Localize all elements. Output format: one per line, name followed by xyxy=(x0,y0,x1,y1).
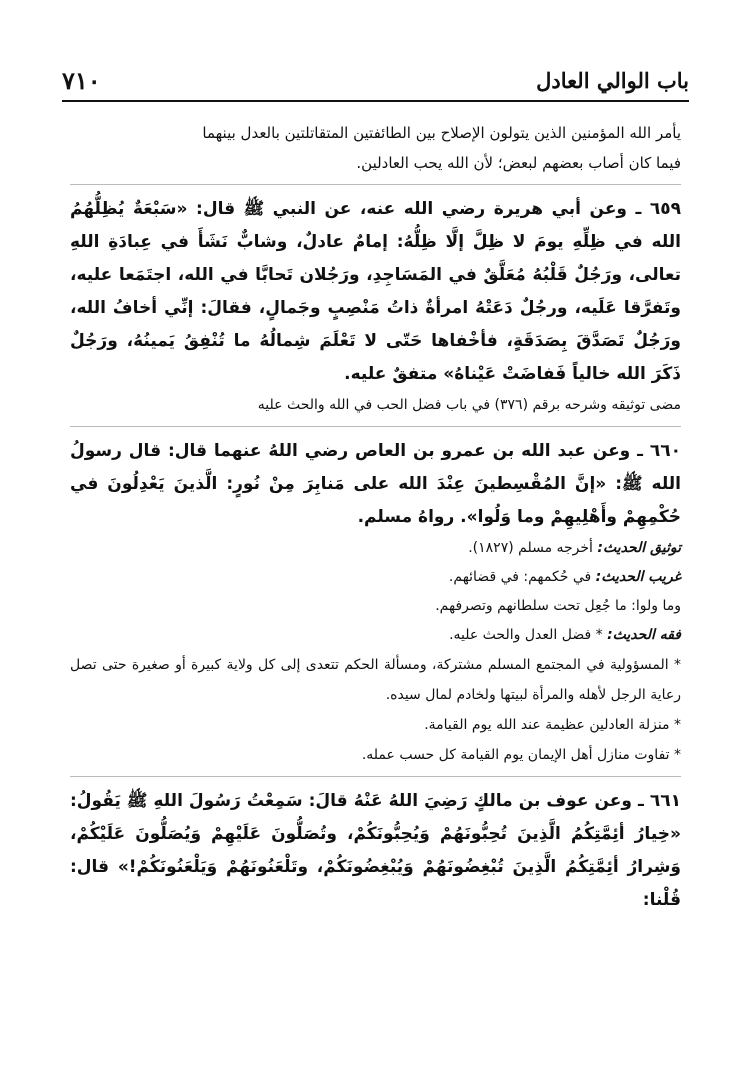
fiqh-text: * فضل العدل والحث عليه. xyxy=(449,627,603,643)
gharib-text: في حُكمهم: في قضائهم. xyxy=(448,569,592,585)
fiqh-bullet-1: * المسؤولية في المجتمع المسلم مشتركة، ومسألة الحكم تتعدى إلى كل ولاية كبيرة أو صغيرة حتى تصل رعاية الرجل لأهله والمرأة لبيتها ولخادم لمال سيده. xyxy=(70,657,681,703)
fiqh-bullet-2: * منزلة العادلين عظيمة عند الله يوم القيامة. xyxy=(424,717,681,733)
hadith-660: ٦٦٠ ـ وعن عبد الله بن عمرو بن العاص رضي اللهُ عنهما قال: قال رسولُ الله ﷺ: «إنَّ المُقْسِطينَ عِنْدَ الله على مَنابِرَ مِنْ نُورٍ: الَّذينَ يَعْدِلُونَ في حُكْمِهِمْ وأَهْلِيهِمْ وما وَلُوا». رواهُ مسلم. xyxy=(70,441,681,527)
hadith-659: ٦٥٩ ـ وعن أبي هريرة رضي الله عنه، عن النبي ﷺ قال: «سَبْعَةٌ يُظِلُّهُمُ الله في ظِلِّهِ يومَ لا ظِلَّ إلَّا ظِلُّهُ: إمامٌ عادلٌ، وشابٌّ نَشَأَ في عِبادَةِ اللهِ تعالى، ورَجُلٌ قَلْبُهُ مُعَلَّقٌ في المَسَاجِدِ، ورَجُلان تَحابَّا في الله، اجتَمَعا عليه، وتَفرَّقا عَلَيه، ورجُلٌ دَعَتْهُ امرأةٌ ذاتُ مَنْصِبٍ وجَمالٍ، فقالَ: إنِّي أخافُ الله، ورَجُلٌ تَصَدَّقَ بِصَدَقَةٍ، فأخْفاها حَتّى لا تَعْلَمَ شِمالُهُ ما تُنْفِقُ يَمينُهُ، ورَجُلٌ ذَكَرَ الله خالياً فَفاضَتْ عَيْناهُ» متفقٌ عليه. xyxy=(70,199,681,384)
fiqh-line xyxy=(70,621,681,650)
page-body xyxy=(70,118,681,917)
divider xyxy=(70,184,681,185)
tawthiq-line xyxy=(70,534,681,563)
divider xyxy=(70,426,681,427)
hadith-659-note: مضى توثيقه وشرحه برقم (٣٧٦) في باب فضل الحب في الله والحث عليه xyxy=(257,397,681,413)
intro-line-2: فيما كان أصاب بعضهم لبعض؛ لأن الله يحب العادلين. xyxy=(356,154,681,172)
hadith-661: ٦٦١ ـ وعن عوف بن مالكٍ رَضِيَ اللهُ عَنْهُ قالَ: سَمِعْتُ رَسُولَ اللهِ ﷺ يَقُولُ: «خِيارُ أئِمَّتِكُمُ الَّذِينَ تُحِبُّونَهُمْ وَيُحِبُّونَكُمْ، وتُصَلُّونَ عَلَيْهِمْ وَيُصَلُّونَ عَلَيْكُمْ، وَشِرارُ أئِمَّتِكُمُ الَّذِينَ تُبْغِضُونَهُمْ وَيُبْغِضُونَكُمْ، وتَلْعَنُونَهُمْ وَيَلْعَنُونَكُمْ!» قال: قُلْنا: xyxy=(70,791,681,910)
tawthiq-label: توثيق الحديث: xyxy=(597,540,681,556)
page-number: ٧١٠ xyxy=(62,65,101,95)
gharib-line xyxy=(70,563,681,592)
fiqh-bullet-3: * تفاوت منازل أهل الإيمان يوم القيامة كل حسب عمله. xyxy=(361,747,681,763)
wama-walu-line: وما ولوا: ما جُعِل تحت سلطانهم وتصرفهم. xyxy=(435,598,681,614)
fiqh-label: فقه الحديث: xyxy=(607,627,681,643)
page-header xyxy=(62,60,689,102)
gharib-label: غريب الحديث: xyxy=(595,569,681,585)
divider xyxy=(70,776,681,777)
chapter-title: باب الوالي العادل xyxy=(536,67,689,93)
tawthiq-text: أخرجه مسلم (١٨٢٧). xyxy=(468,540,593,556)
intro-line-1: يأمر الله المؤمنين الذين يتولون الإصلاح بين الطائفتين المتقاتلتين بالعدل بينهما xyxy=(202,124,681,142)
